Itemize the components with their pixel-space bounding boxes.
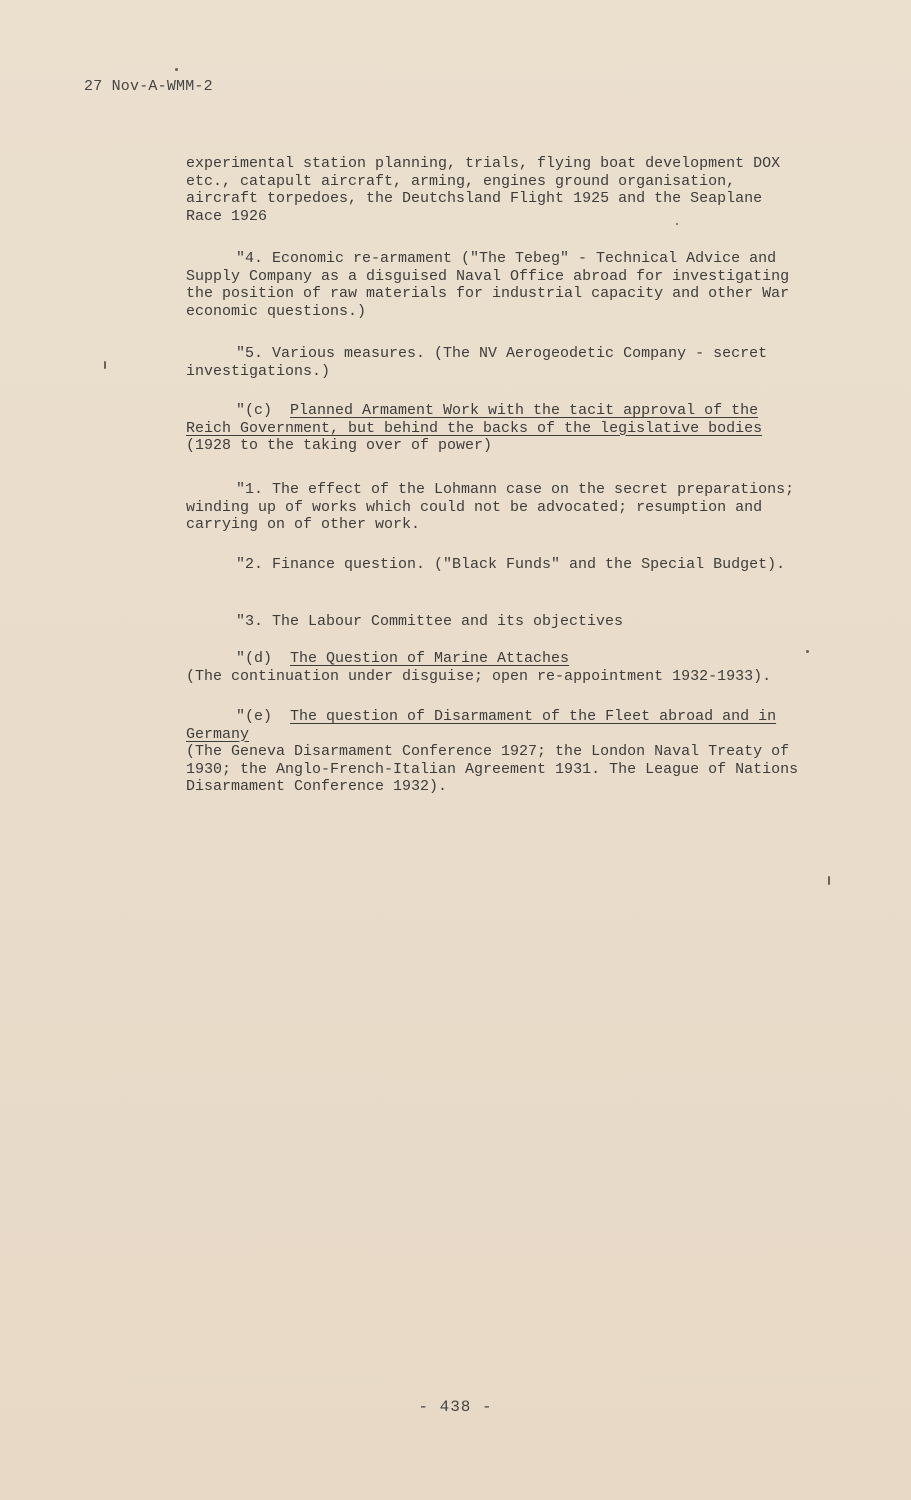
paragraph-item-4: "4. Economic re-armament ("The Tebeg" - Technical Advice and Supply Company as a disguised Naval Office abroad for investigating the position of raw materials for industrial capacity and other War economic questions.) (186, 250, 790, 320)
paragraph-item-5: "5. Various measures. (The NV Aerogeodetic Company - secret investigations.) (186, 345, 768, 380)
paragraph-c-item-3: "3. The Labour Committee and its objectives (236, 613, 624, 630)
section-e-text: (The Geneva Disarmament Conference 1927; the London Naval Treaty of 1930; the Anglo-French-Italian Agreement 1931. The League of Nations Disarmament Conference 1932). (186, 743, 799, 795)
section-e-heading-line (186, 708, 806, 743)
paper-speck (806, 650, 809, 653)
section-c-dates: (1928 to the taking over of power) (186, 437, 493, 454)
section-d-text: (The continuation under disguise; open re-appointment 1932-1933). (186, 667, 772, 685)
paper-speck (175, 68, 178, 71)
paragraph-c-item-1: "1. The effect of the Lohmann case on the secret preparations; winding up of works which could not be advocated; resumption and carrying on of other work. (186, 481, 795, 533)
section-c-heading: Planned Armament Work with the tacit approval of the Reich Government, but behind the backs of the legislative bodies (186, 402, 763, 437)
paragraph-section-c (186, 402, 806, 455)
section-c-label: "(c) (236, 402, 291, 419)
paper-speck (828, 876, 830, 885)
paragraph-section-e (186, 708, 806, 796)
page-number: - 438 - (418, 1398, 493, 1416)
section-e-label: "(e) (236, 708, 291, 725)
section-d-label: "(d) (236, 650, 291, 667)
section-d-heading: The Question of Marine Attaches (290, 650, 570, 667)
paper-speck (676, 223, 678, 225)
section-d-heading-line (186, 650, 806, 668)
document-reference: 27 Nov-A-WMM-2 (84, 78, 213, 95)
paper-speck (104, 361, 106, 369)
paragraph-intro: experimental station planning, trials, flying boat development DOX etc., catapult aircraft, arming, engines ground organisation, aircraft torpedoes, the Deutchsland Flight 1925 and the Seaplane Race 1926 (186, 155, 781, 225)
paragraph-section-d (186, 650, 806, 685)
section-e-heading: The question of Disarmament of the Fleet abroad and in Germany (186, 708, 777, 743)
paragraph-c-item-2: "2. Finance question. ("Black Funds" and the Special Budget). (236, 556, 786, 573)
